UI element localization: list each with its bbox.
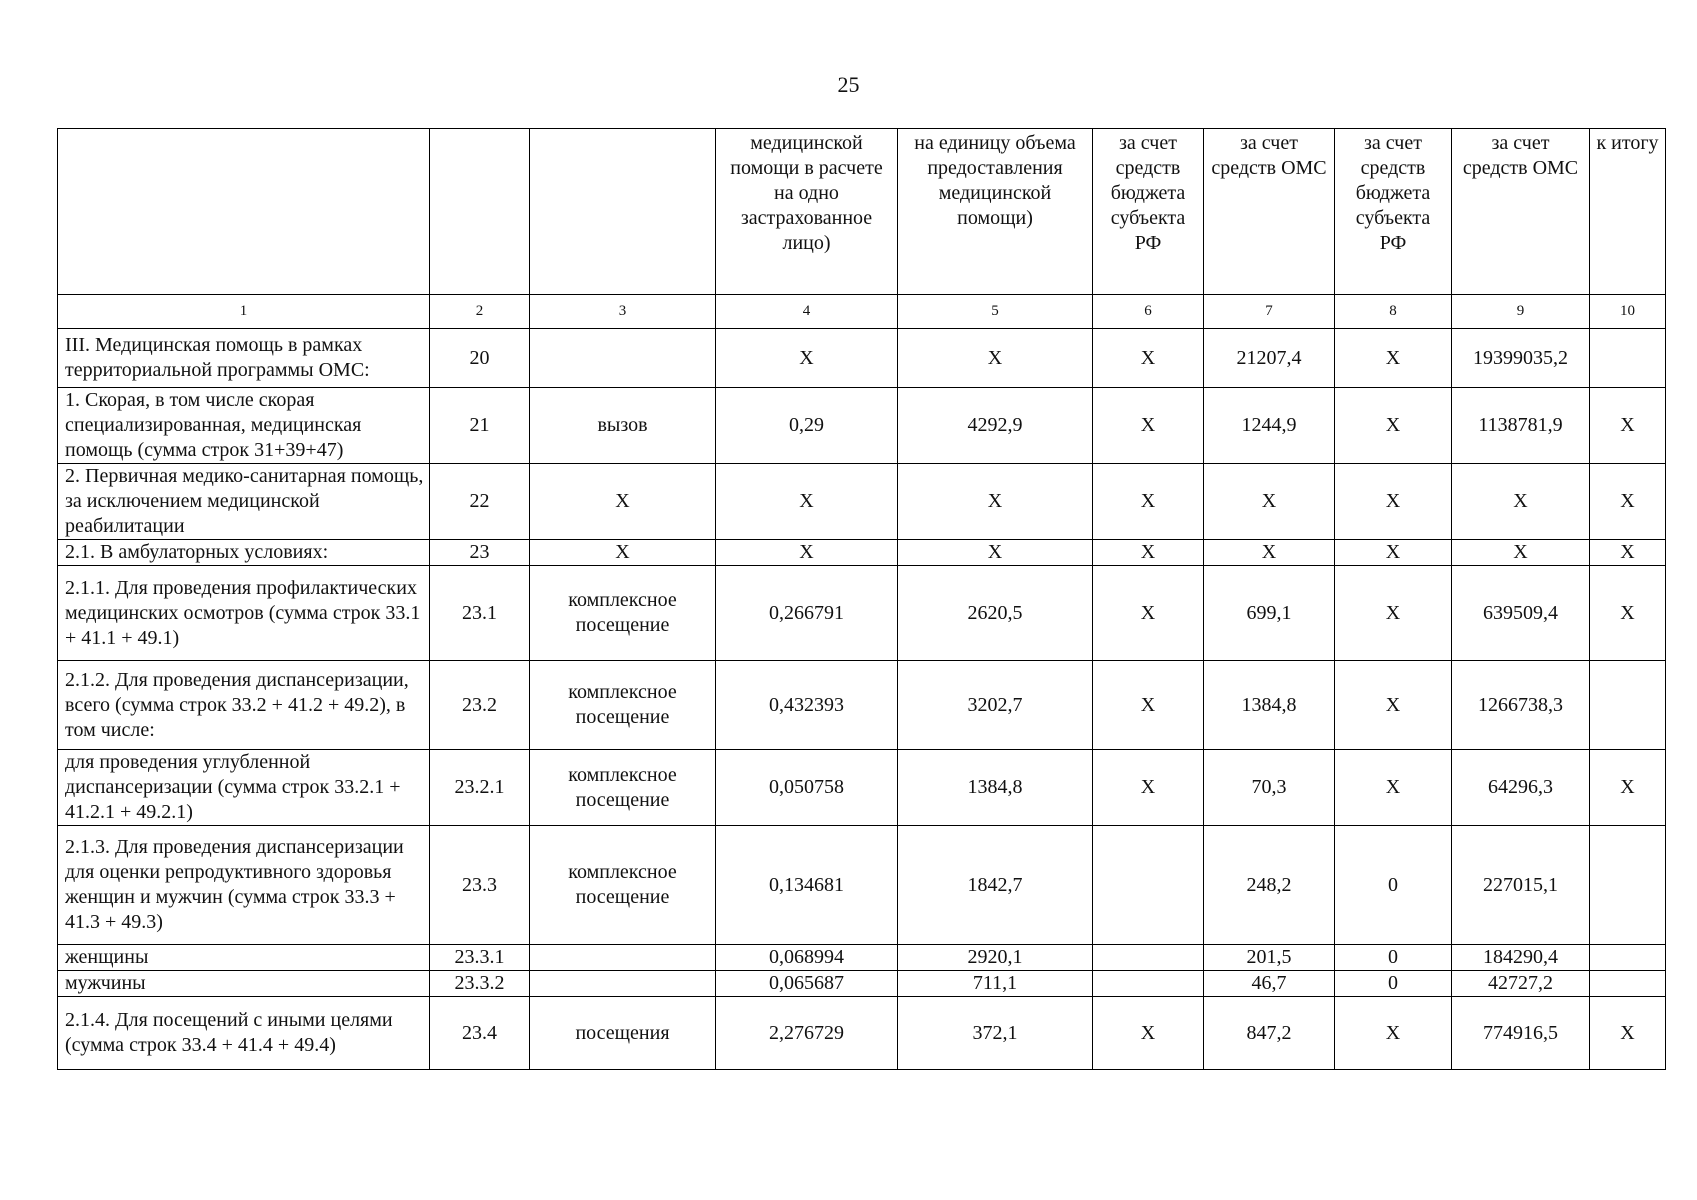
table-row [58,971,1666,997]
table-cell [1093,945,1204,971]
table-cell: комплексное посещение [530,750,716,826]
table-cell: 2920,1 [898,945,1093,971]
column-number-row [58,295,1666,329]
table-cell: X [1093,388,1204,464]
table-cell: 3 [530,295,716,329]
table-cell: X [1204,540,1335,566]
table-cell: X [1335,661,1452,750]
table-cell: мужчины [58,971,430,997]
table-cell: к итогу [1590,129,1666,295]
table-cell: 23.3.1 [430,945,530,971]
table-cell: X [530,540,716,566]
table-cell [530,329,716,388]
table-cell: 2. Первичная медико-санитарная помощь, за исключением медицинской реабилитации [58,464,430,540]
table-cell: X [1335,540,1452,566]
table-cell: 639509,4 [1452,566,1590,661]
table-cell: 23.3 [430,826,530,945]
table-cell: 0,050758 [716,750,898,826]
table-cell: X [1335,566,1452,661]
table-cell: 42727,2 [1452,971,1590,997]
table-cell: X [1093,661,1204,750]
table-cell: 699,1 [1204,566,1335,661]
table-cell: 711,1 [898,971,1093,997]
table-cell: X [898,329,1093,388]
table-cell [1590,971,1666,997]
table-cell: 372,1 [898,997,1093,1070]
table-cell: 4292,9 [898,388,1093,464]
table-row [58,750,1666,826]
table-cell [530,129,716,295]
table-cell: 227015,1 [1452,826,1590,945]
table-cell: комплексное посещение [530,826,716,945]
table-cell: 2 [430,295,530,329]
table-cell: 7 [1204,295,1335,329]
table-cell [1093,826,1204,945]
table-cell: за счет средств ОМС [1204,129,1335,295]
page-number: 25 [837,72,860,97]
table-cell: X [1335,329,1452,388]
table-cell: медицинской помощи в расчете на одно застрахованное лицо) [716,129,898,295]
table-cell: X [716,464,898,540]
table-cell [1590,329,1666,388]
table-cell: женщины [58,945,430,971]
table-cell: 70,3 [1204,750,1335,826]
table-cell: X [1093,329,1204,388]
table-cell: X [1452,464,1590,540]
table-cell: X [1590,464,1666,540]
table-cell: X [1590,997,1666,1070]
table-cell: X [898,540,1093,566]
table-cell: вызов [530,388,716,464]
table-cell: 1138781,9 [1452,388,1590,464]
table-cell: за счет средств бюджета субъекта РФ [1093,129,1204,295]
table-cell: 847,2 [1204,997,1335,1070]
table-cell: 23.2 [430,661,530,750]
table-cell: комплексное посещение [530,661,716,750]
table-cell: 1842,7 [898,826,1093,945]
table-cell: 20 [430,329,530,388]
table-cell: 23.1 [430,566,530,661]
table-cell: 248,2 [1204,826,1335,945]
data-table [57,128,1666,1070]
table-cell: 9 [1452,295,1590,329]
table-cell: 19399035,2 [1452,329,1590,388]
table-cell [1590,661,1666,750]
table-cell: 0,29 [716,388,898,464]
table-cell: X [1590,540,1666,566]
table-row [58,661,1666,750]
table-cell: 3202,7 [898,661,1093,750]
table-row [58,997,1666,1070]
table-cell: X [1590,750,1666,826]
table-cell: 23.4 [430,997,530,1070]
table-cell: 8 [1335,295,1452,329]
table-cell: 2620,5 [898,566,1093,661]
table-cell: 0 [1335,826,1452,945]
table-cell: X [716,540,898,566]
table-cell: 4 [716,295,898,329]
table-cell: за счет средств бюджета субъекта РФ [1335,129,1452,295]
table-cell: X [530,464,716,540]
table-cell: 1 [58,295,430,329]
table-cell: 1. Скорая, в том числе скорая специализированная, медицинская помощь (сумма строк 31+39+47) [58,388,430,464]
table-cell: X [1335,388,1452,464]
table-cell: X [1335,997,1452,1070]
table-body [58,129,1666,1070]
table-cell [430,129,530,295]
table-cell: X [1590,388,1666,464]
table-cell: III. Медицинская помощь в рамках территориальной программы ОМС: [58,329,430,388]
table-cell: на единицу объема предоставления медицинской помощи) [898,129,1093,295]
table-cell: X [1452,540,1590,566]
table-cell: за счет средств ОМС [1452,129,1590,295]
table-row [58,826,1666,945]
table-cell [530,971,716,997]
table-row [58,329,1666,388]
table-row [58,464,1666,540]
header-row [58,129,1666,295]
table-cell: X [1093,464,1204,540]
table-cell: 0 [1335,971,1452,997]
table-cell [530,945,716,971]
table-cell: X [1590,566,1666,661]
table-cell: 1384,8 [898,750,1093,826]
table-cell: 23 [430,540,530,566]
table-cell: 0,134681 [716,826,898,945]
table-cell: 46,7 [1204,971,1335,997]
table-cell: 23.3.2 [430,971,530,997]
table-cell: 774916,5 [1452,997,1590,1070]
table-cell: 2.1.1. Для проведения профилактических медицинских осмотров (сумма строк 33.1 + 41.1 + 49.1) [58,566,430,661]
table-cell: 0,065687 [716,971,898,997]
table-row [58,388,1666,464]
table-cell [1093,971,1204,997]
table-cell: 21207,4 [1204,329,1335,388]
table-cell: 1384,8 [1204,661,1335,750]
table-cell: X [1093,997,1204,1070]
table-cell: 21 [430,388,530,464]
table-cell: 0,432393 [716,661,898,750]
table-cell: 23.2.1 [430,750,530,826]
table-cell: 2.1.3. Для проведения диспансеризации для оценки репродуктивного здоровья женщин и мужчин (сумма строк 33.3 + 41.3 + 49.3) [58,826,430,945]
table-cell: X [898,464,1093,540]
table-cell: 64296,3 [1452,750,1590,826]
table-cell: 2,276729 [716,997,898,1070]
table-cell: комплексное посещение [530,566,716,661]
table-cell: для проведения углубленной диспансеризации (сумма строк 33.2.1 + 41.2.1 + 49.2.1) [58,750,430,826]
table-cell: 10 [1590,295,1666,329]
table-cell: 22 [430,464,530,540]
table-row [58,566,1666,661]
table-cell [58,129,430,295]
table-cell: X [1093,540,1204,566]
table-cell: посещения [530,997,716,1070]
table-cell: X [1093,750,1204,826]
table-cell: 184290,4 [1452,945,1590,971]
table-cell [1590,826,1666,945]
table-cell: 1266738,3 [1452,661,1590,750]
table-cell: 2.1. В амбулаторных условиях: [58,540,430,566]
table-cell: X [1335,750,1452,826]
table-row [58,540,1666,566]
table-cell: 6 [1093,295,1204,329]
table-cell: 0,266791 [716,566,898,661]
table-cell: X [1335,464,1452,540]
table-row [58,945,1666,971]
table-cell: X [1204,464,1335,540]
table-cell: X [716,329,898,388]
table-cell: X [1093,566,1204,661]
table-cell: 0,068994 [716,945,898,971]
table-cell: 2.1.2. Для проведения диспансеризации, всего (сумма строк 33.2 + 41.2 + 49.2), в том числе: [58,661,430,750]
table-cell: 1244,9 [1204,388,1335,464]
table-cell: 0 [1335,945,1452,971]
table-cell: 5 [898,295,1093,329]
table-cell: 2.1.4. Для посещений с иными целями (сумма строк 33.4 + 41.4 + 49.4) [58,997,430,1070]
table-cell [1590,945,1666,971]
table-cell: 201,5 [1204,945,1335,971]
